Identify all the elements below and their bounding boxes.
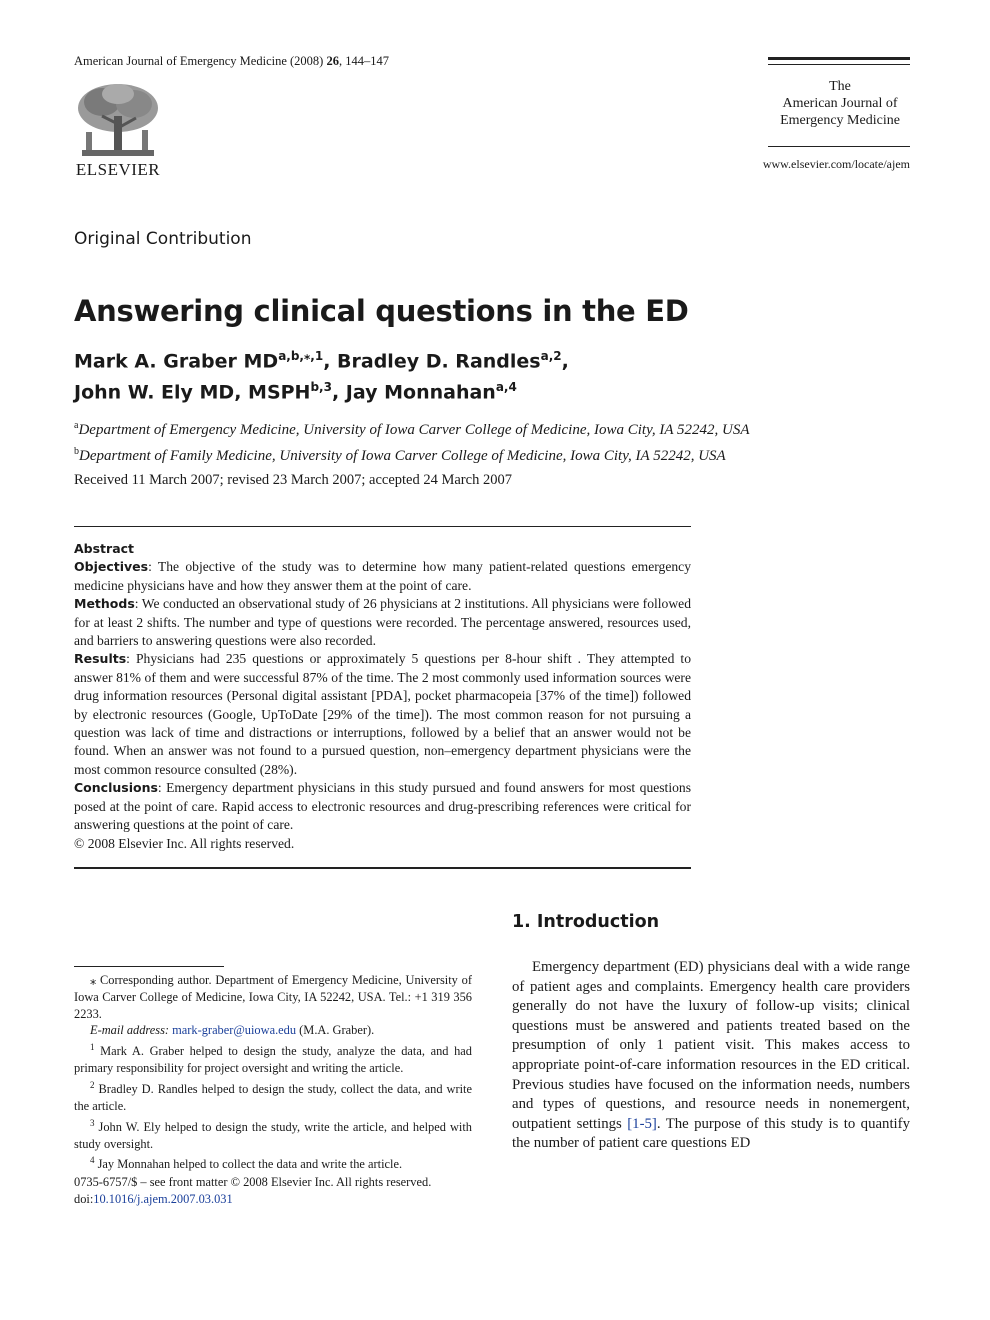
doi-line [74, 1191, 472, 1208]
footnote-text: John W. Ely helped to design the study, write the article, and helped with study oversight. [74, 1119, 472, 1151]
conclusions-label: Conclusions [74, 780, 158, 796]
section-type: Original Contribution [74, 229, 252, 249]
affiliation-text: Department of Emergency Medicine, University of Iowa Carver College of Medicine, Iowa City, IA 52242, USA [78, 422, 750, 438]
author-sup[interactable]: a,2 [540, 349, 562, 363]
journal-name-line3: Emergency Medicine [780, 113, 900, 128]
abstract-methods [74, 595, 691, 650]
author-name[interactable]: John W. Ely MD, MSPH [74, 381, 311, 404]
author-sup[interactable]: a,4 [495, 380, 517, 395]
affiliation-text: Department of Family Medicine, University of Iowa Carver College of Medicine, Iowa City, IA 52242, USA [79, 448, 726, 464]
methods-label: Methods [74, 596, 135, 612]
author-name[interactable]: Bradley D. Randles [337, 350, 541, 373]
author-name[interactable]: Mark A. Graber MD [74, 350, 279, 373]
footnote [74, 1039, 472, 1077]
footnote-rule [74, 966, 224, 967]
footnote [74, 1077, 472, 1115]
affiliation [74, 415, 750, 441]
journal-rule-thick [768, 57, 910, 60]
author-sup[interactable]: b,3 [310, 380, 332, 395]
footnote-sup: 2 [90, 1079, 95, 1090]
footnote-sup: 1 [90, 1042, 95, 1053]
journal-name-line2: American Journal of [782, 96, 898, 111]
abstract [74, 540, 691, 853]
email-link[interactable]: mark-graber@uiowa.edu [172, 1023, 297, 1038]
footnote-sup: 4 [90, 1155, 95, 1166]
issn-line: 0735-6757/$ – see front matter © 2008 Elsevier Inc. All rights reserved. [74, 1175, 432, 1189]
citation-pages: , 144–147 [338, 54, 389, 68]
abstract-results [74, 650, 691, 779]
methods-text: : We conducted an observational study of 26 physicians at 2 institutions. All physicians were followed for at least 2 shifts. The number and type of questions were recorded. The percentage answered, resources used, and barriers to answering questions were also recorded. [74, 596, 691, 649]
affiliation-sup: a [74, 420, 79, 431]
journal-rule-thin [768, 64, 910, 65]
received-dates: Received 11 March 2007; revised 23 March 2007; accepted 24 March 2007 [74, 472, 512, 488]
intro-text: Emergency department (ED) physicians deal with a wide range of patient ages and complaints. Emergency health care providers generally do not have the luxury of follow-up visits; clinical questions must be answered and patients treated based on the presumption of only 1 patient visit. This makes access to appropriate point-of-care information resources in the ED critical. Previous studies have focused on the information needs, numbers and types of questions, and resource needs in nonemergent, outpatient settings [512, 959, 910, 1132]
article-title: Answering clinical questions in the ED [74, 294, 689, 328]
corresponding-author-note: ⁎ Corresponding author. Department of Emergency Medicine, University of Iowa Carver College of Medicine, Iowa City, IA 52242, USA. Tel.: +1 319 356 2233. [74, 973, 472, 1021]
objectives-text: : The objective of the study was to determine how many patient-related questions emergency medicine physicians have and how they answer them at the point of care. [74, 559, 691, 593]
affiliation-sup: b [74, 446, 79, 457]
author-list: Mark A. Graber $MD^{a,b,⁎,1}$, Bradley D. Randles$^{a,2}$, John W. Ely MD, MSPH$^{b,3}$, Jay Monnahan$^{a,4}$ [74, 349, 569, 404]
footnote-text: Jay Monnahan helped to collect the data and write the article. [94, 1157, 403, 1172]
citation-prefix: American Journal of Emergency Medicine (2008) [74, 54, 324, 68]
elsevier-logo [72, 80, 164, 180]
conclusions-text: : Emergency department physicians in this study pursued and found answers for most questions posed at the point of care. Rapid access to electronic resources and drug-prescribing references were critical for answering questions at the point of care. [74, 780, 691, 833]
journal-url[interactable]: www.elsevier.com/locate/ajem [762, 157, 910, 171]
footnote-text: Bradley D. Randles helped to design the study, collect the data, and write the article. [74, 1082, 472, 1113]
doi-label: doi: [74, 1191, 94, 1206]
journal-name [760, 78, 920, 129]
email-suffix: (M.A. Graber). [296, 1023, 375, 1038]
footnote-sup: 3 [90, 1117, 95, 1128]
objectives-label: Objectives [74, 559, 149, 575]
journal-name-line1: The [829, 79, 851, 94]
abstract-heading: Abstract [74, 541, 135, 556]
author-name[interactable]: Jay Monnahan [345, 381, 496, 404]
author-sup[interactable]: a,b,⁎,1 [278, 349, 324, 363]
journal-bottom-rule [768, 146, 910, 147]
affiliations [74, 415, 750, 467]
footnote-text: Mark A. Graber helped to design the study, analyze the data, and had primary responsibility for project oversight and writing the article. [74, 1044, 472, 1076]
results-text: : Physicians had 235 questions or approximately 5 questions per 8-hour shift . They attempted to answer 81% of them and were successful 87% of the time. The 2 most commonly used information sources were drug information resources (Personal digital assistant [PDA], pocket pharmacopeia [37% of the time]) followed by electronic resources (Google, UpToDate [29% of the time]). The most common reason for not pursuing a question was lack of time and distractions or interruptions, followed by a belief that an answer would not be found. When an answer was not found to a pursued question, non–emergency department physicians were the most common resource consulted (28%). [74, 651, 691, 777]
citation-volume: 26 [326, 54, 339, 68]
publisher-name: ELSEVIER [75, 160, 161, 179]
journal-citation [74, 54, 389, 69]
results-label: Results [74, 651, 127, 667]
abstract-copyright: © 2008 Elsevier Inc. All rights reserved. [74, 835, 295, 851]
doi-link[interactable]: 10.1016/j.ajem.2007.03.031 [93, 1191, 233, 1206]
intro-text-cont: . The purpose of this study is to quantify the number of patient care questions ED [512, 1115, 910, 1152]
affiliation [74, 441, 750, 467]
intro-paragraph [512, 958, 910, 1154]
email-label: E-mail address: [90, 1023, 170, 1038]
reference-link[interactable]: [1-5] [627, 1115, 657, 1132]
front-matter [74, 1174, 472, 1208]
footnote [74, 1152, 472, 1173]
email-note [74, 1022, 472, 1039]
abstract-top-rule [74, 526, 691, 527]
intro-heading: 1. Introduction [512, 912, 660, 932]
footnotes [74, 972, 472, 1173]
footnote [74, 1115, 472, 1153]
elsevier-tree-icon [72, 80, 164, 160]
abstract-bottom-rule [74, 867, 691, 869]
abstract-conclusions [74, 779, 691, 834]
abstract-objectives [74, 558, 691, 595]
